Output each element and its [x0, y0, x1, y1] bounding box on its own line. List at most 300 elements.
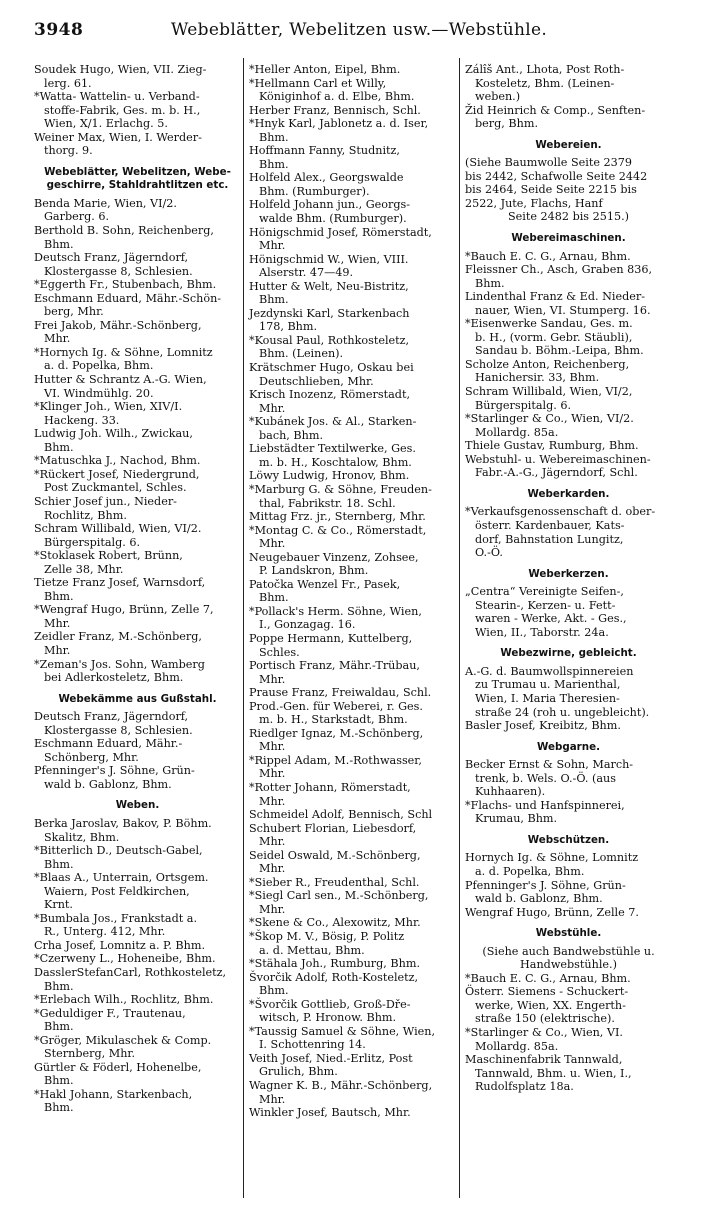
entry-continuation: wald b. Gablonz, Bhm. — [475, 892, 603, 906]
entry-line: *Eisenwerke Sandau, Ges. m. — [465, 317, 633, 331]
directory-entry — [249, 551, 456, 578]
entry-line: Schubert Florian, Liebesdorf, — [249, 821, 417, 835]
entry-continuation: Stearin-, Kerzen- u. Fett- — [475, 598, 616, 612]
entry-line: Winkler Josef, Bautsch, Mhr. — [249, 1106, 411, 1120]
entry-line: Krätschmer Hugo, Oskau bei — [249, 361, 414, 375]
entry-continuation: wald b. Gablonz, Bhm. — [44, 777, 172, 791]
section-heading — [465, 488, 672, 502]
entry-continuation: Mhr. — [259, 740, 286, 754]
directory-entry — [34, 993, 241, 1007]
directory-entry — [249, 442, 456, 469]
entry-line: Hönigschmid W., Wien, VIII. — [249, 252, 409, 266]
entry-continuation: Mhr. — [259, 767, 286, 781]
entry-line: Soudek Hugo, Wien, VII. Zieg- — [34, 63, 207, 76]
entry-line: *Hnyk Karl, Jablonetz a. d. Iser, — [249, 117, 429, 131]
entry-line: *Blaas A., Unterrain, Ortsgem. — [34, 871, 209, 885]
directory-entry — [249, 253, 456, 280]
entry-continuation: walde Bhm. (Rumburger). — [259, 212, 407, 226]
entry-line: *Flachs- und Hanfspinnerei, — [465, 798, 625, 812]
directory-entry — [34, 495, 241, 522]
entry-continuation: stoffe-Fabrik, Ges. m. b. H., — [44, 103, 201, 117]
directory-entry — [249, 849, 456, 876]
directory-entry — [249, 117, 456, 144]
entry-line: *Geduldiger F., Trautenau, — [34, 1006, 186, 1020]
directory-entry — [465, 758, 672, 799]
entry-line: Maschinenfabrik Tannwald, — [465, 1053, 623, 1067]
directory-entry — [34, 1088, 241, 1115]
entry-line: DasslerStefanCarl, Rothkosteletz, — [34, 966, 227, 979]
entry-line: Veith Josef, Nied.-Erlitz, Post — [249, 1051, 413, 1065]
entry-line: *Siegl Carl sen., M.-Schönberg, — [249, 889, 429, 903]
directory-entry — [249, 104, 456, 118]
entry-line: Becker Ernst & Sohn, March- — [465, 758, 634, 772]
entry-line: Portisch Franz, Mähr.-Trübau, — [249, 659, 420, 673]
column-rule — [459, 58, 460, 1198]
entry-line: Deutsch Franz, Jägerndorf, — [34, 251, 189, 265]
entry-continuation: a. d. Popelka, Bhm. — [475, 864, 585, 878]
directory-entry — [249, 1052, 456, 1079]
directory-entry — [465, 906, 672, 920]
entry-line: *Gröger, Mikulaschek & Comp. — [34, 1033, 212, 1047]
entry-line: *Verkaufsgenossenschaft d. ober- — [465, 505, 656, 519]
entry-continuation: Wien, II., Taborstr. 24a. — [475, 625, 609, 639]
cross-reference-note — [465, 156, 672, 224]
entry-continuation: trenk, b. Wels. O.-Ö. (aus — [475, 771, 616, 785]
directory-entry — [465, 1053, 672, 1094]
note-line: Seite 2482 bis 2515.) — [508, 210, 629, 224]
entry-continuation: Bhm. — [44, 1074, 74, 1088]
entry-line: Fleissner Ch., Asch, Graben 836, — [465, 263, 652, 277]
entry-line: Deutsch Franz, Jägerndorf, — [34, 710, 189, 724]
directory-entry — [249, 605, 456, 632]
directory-entry — [34, 197, 241, 224]
directory-entry — [465, 250, 672, 264]
entry-continuation: lerg. 61. — [44, 76, 92, 90]
entry-line: *Hellmann Carl et Willy, — [249, 76, 387, 90]
directory-entry — [465, 439, 672, 453]
directory-entry — [465, 412, 672, 439]
entry-line: Krisch Inozenz, Römerstadt, — [249, 388, 410, 402]
entry-line: Hoffmann Fanny, Studnitz, — [249, 144, 400, 158]
entry-line: *Bumbala Jos., Frankstadt a. — [34, 911, 198, 925]
entry-line: Wengraf Hugo, Brünn, Zelle 7. — [465, 905, 639, 919]
entry-line: Thiele Gustav, Rumburg, Bhm. — [465, 439, 639, 453]
entry-line: *Stoklasek Robert, Brünn, — [34, 549, 183, 563]
entry-line: Zálîš Ant., Lhota, Post Roth- — [465, 63, 625, 76]
entry-continuation: Bhm. — [259, 293, 289, 307]
directory-entry — [465, 290, 672, 317]
entry-line: *Hakl Johann, Starkenbach, — [34, 1087, 193, 1101]
entry-continuation: Bhm. — [44, 237, 74, 251]
entry-continuation: Bhm. — [44, 857, 74, 871]
directory-entry — [249, 1025, 456, 1052]
entry-line: Österr. Siemens - Schuckert- — [465, 985, 629, 999]
entry-line: Berthold B. Sohn, Reichenberg, — [34, 224, 214, 238]
entry-continuation: thorg. 9. — [44, 144, 93, 158]
entry-line: *Stähala Joh., Rumburg, Bhm. — [249, 957, 421, 971]
directory-entry — [249, 808, 456, 822]
entry-continuation: Bhm. — [475, 276, 505, 290]
note-line: (Siehe Baumwolle Seite 2379 — [465, 156, 632, 170]
entry-continuation: Mhr. — [259, 902, 286, 916]
directory-entry — [34, 319, 241, 346]
entry-continuation: b. H., (vorm. Gebr. Stäubli), — [475, 330, 633, 344]
entry-continuation: Bürgerspitalg. 6. — [475, 398, 572, 412]
entry-continuation: bei Adlerkosteletz, Bhm. — [44, 671, 184, 685]
directory-entry — [465, 879, 672, 906]
directory-entry — [465, 585, 672, 639]
directory-entry — [249, 930, 456, 957]
entry-line: Berka Jaroslav, Bakov, P. Böhm. — [34, 816, 212, 830]
entry-line: Hutter & Schrantz A.-G. Wien, — [34, 373, 207, 387]
page-title: Webeblätter, Webelitzen usw.—Webstühle. — [170, 20, 548, 40]
cross-reference-note — [465, 945, 672, 972]
entry-line: Švorčik Adolf, Roth-Kosteletz, — [249, 970, 419, 984]
entry-continuation: Garberg. 6. — [44, 210, 110, 224]
entry-continuation: weben.) — [475, 90, 521, 104]
entry-line: Hornych Ig. & Söhne, Lomnitz — [465, 851, 639, 865]
entry-continuation: I. Schottenring 14. — [259, 1038, 366, 1052]
entry-continuation: Alserstr. 47—49. — [259, 266, 354, 280]
directory-entry — [249, 144, 456, 171]
entry-continuation: Schönberg, Mhr. — [44, 750, 139, 764]
entry-line: Scholze Anton, Reichenberg, — [465, 357, 630, 371]
entry-continuation: Klostergasse 8, Schlesien. — [44, 723, 193, 737]
entry-continuation: Mhr. — [259, 862, 286, 876]
note-line: 2522, Jute, Flachs, Hanf — [465, 196, 603, 210]
entry-line: *Marburg G. & Söhne, Freuden- — [249, 482, 432, 496]
section-heading — [465, 568, 672, 582]
section-heading-line: Weberkarden. — [527, 487, 610, 500]
entry-continuation: bach, Bhm. — [259, 428, 324, 442]
section-heading-line: Webezwirne, gebleicht. — [500, 647, 637, 660]
directory-entry — [34, 764, 241, 791]
directory-entry — [34, 278, 241, 292]
entry-line: Lindenthal Franz & Ed. Nieder- — [465, 290, 645, 304]
directory-entry — [249, 334, 456, 361]
entry-continuation: Wien, I. Maria Theresien- — [475, 691, 620, 705]
section-heading-line: Weben. — [115, 799, 160, 812]
entry-line: *Starlinger & Co., Wien, VI/2. — [465, 412, 634, 426]
directory-entry — [249, 361, 456, 388]
directory-entry — [249, 280, 456, 307]
entry-line: Frei Jakob, Mähr.-Schönberg, — [34, 318, 202, 332]
entry-continuation: Kosteletz, Bhm. (Leinen- — [475, 76, 615, 90]
entry-line: Schram Willibald, Wien, VI/2. — [34, 522, 202, 536]
entry-continuation: Klostergasse 8, Schlesien. — [44, 264, 193, 278]
entry-continuation: O.-Ö. — [475, 546, 503, 560]
entry-line: Gürtler & Föderl, Hohenelbe, — [34, 1060, 202, 1074]
directory-entry — [249, 1079, 456, 1106]
entry-continuation: Sternberg, Mhr. — [44, 1047, 136, 1061]
entry-line: *Rückert Josef, Niedergrund, — [34, 467, 200, 481]
entry-line: Ludwig Joh. Wilh., Zwickau, — [34, 427, 193, 441]
note-line: Handwebstühle.) — [520, 958, 617, 972]
section-heading — [465, 741, 672, 755]
entry-continuation: Krnt. — [44, 898, 73, 912]
directory-entry — [249, 171, 456, 198]
section-heading-line: Weberkerzen. — [528, 567, 609, 580]
section-heading-line: Webgarne. — [537, 740, 600, 753]
directory-entry — [34, 603, 241, 630]
directory-entry — [34, 454, 241, 468]
entry-line: Herber Franz, Bennisch, Schl. — [249, 103, 421, 117]
directory-entry — [249, 916, 456, 930]
directory-entry — [34, 522, 241, 549]
entry-continuation: Mhr. — [44, 616, 71, 630]
directory-entry — [249, 415, 456, 442]
entry-line: *Wengraf Hugo, Brünn, Zelle 7, — [34, 603, 214, 617]
entry-continuation: Bhm. — [259, 591, 289, 605]
directory-entry — [249, 388, 456, 415]
entry-continuation: witsch, P. Hronow. Bhm. — [259, 1011, 397, 1025]
entry-line: Patočka Wenzel Fr., Pasek, — [249, 577, 401, 591]
entry-continuation: Rochlitz, Bhm. — [44, 508, 127, 522]
directory-entry — [249, 754, 456, 781]
directory-entry — [465, 1026, 672, 1053]
directory-entry — [249, 510, 456, 524]
entry-line: Prause Franz, Freiwaldau, Schl. — [249, 686, 432, 700]
column-left — [34, 63, 241, 1115]
entry-continuation: Bhm. — [44, 440, 74, 454]
entry-continuation: m. b. H., Starkstadt, Bhm. — [259, 713, 408, 727]
entry-continuation: nauer, Wien, VI. Stumperg. 16. — [475, 303, 651, 317]
entry-continuation: Mhr. — [44, 332, 71, 346]
page-number: 3948 — [34, 20, 84, 40]
section-heading — [465, 232, 672, 246]
entry-continuation: Mollardg. 85a. — [475, 1039, 559, 1053]
entry-continuation: Wien, X/1. Erlachg. 5. — [44, 117, 168, 131]
directory-entry — [465, 104, 672, 131]
directory-entry — [465, 972, 672, 986]
entry-continuation: Mollardg. 85a. — [475, 425, 559, 439]
section-heading-line: Webereimaschinen. — [511, 232, 626, 245]
directory-entry — [34, 373, 241, 400]
directory-entry — [465, 263, 672, 290]
entry-continuation: Mhr. — [259, 835, 286, 849]
directory-entry — [465, 719, 672, 733]
entry-line: Poppe Hermann, Kuttelberg, — [249, 631, 413, 645]
section-heading — [465, 139, 672, 153]
entry-continuation: Bhm. — [259, 130, 289, 144]
entry-continuation: dorf, Bahnstation Lungitz, — [475, 532, 624, 546]
entry-continuation: Königinhof a. d. Elbe, Bhm. — [259, 90, 415, 104]
entry-line: *Heller Anton, Eipel, Bhm. — [249, 63, 401, 76]
section-heading-line: Webschützen. — [527, 833, 610, 846]
entry-continuation: Bhm. — [44, 979, 74, 993]
section-heading — [465, 647, 672, 661]
entry-line: *Erlebach Wilh., Rochlitz, Bhm. — [34, 993, 214, 1007]
entry-continuation: Hackeng. 33. — [44, 413, 120, 427]
directory-entry — [34, 468, 241, 495]
entry-line: Wagner K. B., Mähr.-Schönberg, — [249, 1079, 433, 1093]
directory-entry — [465, 985, 672, 1026]
entry-line: *Klinger Joh., Wien, XIV/I. — [34, 400, 183, 414]
entry-line: Zeidler Franz, M.-Schönberg, — [34, 630, 202, 644]
directory-entry — [465, 799, 672, 826]
entry-continuation: Bhm. — [259, 984, 289, 998]
entry-continuation: Krumau, Bhm. — [475, 812, 558, 826]
entry-continuation: werke, Wien, XX. Engerth- — [475, 998, 626, 1012]
section-heading-line: Webstühle. — [535, 927, 602, 940]
section-heading-line: geschirre, Stahldrahtlitzen etc. — [46, 179, 229, 192]
entry-continuation: Rudolfsplatz 18a. — [475, 1080, 574, 1094]
entry-continuation: Mhr. — [259, 239, 286, 253]
entry-line: Hutter & Welt, Neu-Bistritz, — [249, 279, 409, 293]
directory-entry — [249, 971, 456, 998]
entry-line: *Rotter Johann, Römerstadt, — [249, 780, 411, 794]
directory-entry — [34, 292, 241, 319]
entry-continuation: a. d. Popelka, Bhm. — [44, 359, 154, 373]
directory-entry — [34, 658, 241, 685]
entry-continuation: berg, Mhr. — [44, 305, 104, 319]
entry-continuation: waren - Werke, Akt. - Ges., — [475, 612, 627, 626]
directory-entry — [249, 686, 456, 700]
entry-line: A.-G. d. Baumwollspinnereien — [465, 664, 634, 678]
entry-line: *Zeman's Jos. Sohn, Wamberg — [34, 657, 205, 671]
directory-entry — [34, 1034, 241, 1061]
entry-line: *Taussig Samuel & Söhne, Wien, — [249, 1024, 436, 1038]
entry-continuation: VI. Windmühlg. 20. — [44, 386, 154, 400]
note-line: (Siehe auch Bandwebstühle u. — [482, 944, 655, 958]
entry-line: Schmeidel Adolf, Bennisch, Schl — [249, 808, 433, 822]
directory-entry — [249, 469, 456, 483]
entry-line: Schram Willibald, Wien, VI/2, — [465, 385, 633, 399]
entry-line: Eschmann Eduard, Mähr.- — [34, 737, 183, 751]
directory-entry — [249, 876, 456, 890]
directory-entry — [34, 427, 241, 454]
entry-line: *Pollack's Herm. Söhne, Wien, — [249, 604, 422, 618]
entry-continuation: Bhm. — [44, 1020, 74, 1034]
entry-line: Pfenninger's J. Söhne, Grün- — [34, 764, 195, 778]
entry-continuation: Waiern, Post Feldkirchen, — [44, 884, 190, 898]
entry-line: *Bauch E. C. G., Arnau, Bhm. — [465, 971, 631, 985]
note-line: bis 2442, Schafwolle Seite 2442 — [465, 169, 648, 183]
directory-entry — [34, 630, 241, 657]
entry-line: *Czerweny L., Hoheneibe, Bhm. — [34, 952, 216, 966]
directory-entry — [34, 90, 241, 131]
entry-continuation: Mhr. — [259, 794, 286, 808]
page-header — [34, 18, 684, 48]
directory-entry — [34, 966, 241, 993]
entry-continuation: P. Landskron, Bhm. — [259, 564, 369, 578]
entry-line: Žid Heinrich & Comp., Senften- — [465, 103, 646, 117]
directory-entry — [465, 665, 672, 719]
directory-entry — [249, 307, 456, 334]
entry-line: Holfeld Alex., Georgswalde — [249, 171, 404, 185]
column-rule — [243, 58, 244, 1198]
directory-entry — [249, 226, 456, 253]
entry-continuation: Deutschlieben, Mhr. — [259, 374, 374, 388]
directory-entry — [34, 912, 241, 939]
directory-entry — [249, 1106, 456, 1120]
entry-continuation: Bhm. (Leinen). — [259, 347, 344, 361]
directory-entry — [34, 346, 241, 373]
entry-line: Holfeld Johann jun., Georgs- — [249, 198, 411, 212]
directory-entry — [249, 632, 456, 659]
entry-line: *Hornych Ig. & Söhne, Lomnitz — [34, 345, 213, 359]
directory-entry — [34, 1061, 241, 1088]
entry-continuation: 178, Bhm. — [259, 320, 318, 334]
entry-continuation: a. d. Mettau, Bhm. — [259, 943, 365, 957]
entry-line: *Kousal Paul, Rothkosteletz, — [249, 333, 410, 347]
entry-continuation: thal, Fabrikstr. 18. Schl. — [259, 496, 396, 510]
directory-entry — [249, 889, 456, 916]
entry-line: *Rippel Adam, M.-Rothwasser, — [249, 753, 422, 767]
entry-line: *Matuschka J., Nachod, Bhm. — [34, 454, 201, 468]
entry-continuation: Bhm. — [44, 1101, 74, 1115]
entry-continuation: Bhm. (Rumburger). — [259, 184, 370, 198]
entry-line: Benda Marie, Wien, VI/2. — [34, 196, 177, 210]
entry-line: Basler Josef, Kreibitz, Bhm. — [465, 719, 621, 733]
directory-entry — [249, 198, 456, 225]
directory-entry — [34, 251, 241, 278]
entry-line: Seidel Oswald, M.-Schönberg, — [249, 848, 421, 862]
entry-line: „Centra“ Vereinigte Seifen-, — [465, 585, 624, 599]
directory-entry — [34, 844, 241, 871]
entry-continuation: I., Gonzagag. 16. — [259, 618, 356, 632]
entry-continuation: Bhm. — [44, 589, 74, 603]
entry-continuation: Tannwald, Bhm. u. Wien, I., — [475, 1066, 632, 1080]
entry-continuation: Skalitz, Bhm. — [44, 830, 120, 844]
entry-line: *Sieber R., Freudenthal, Schl. — [249, 875, 420, 889]
entry-continuation: straße 24 (roh u. ungebleicht). — [475, 705, 650, 719]
section-heading-line: Webeblätter, Webelitzen, Webe- — [44, 165, 231, 178]
entry-continuation: Zelle 38, Mhr. — [44, 562, 124, 576]
directory-entry — [249, 63, 456, 77]
entry-line: *Eggerth Fr., Stubenbach, Bhm. — [34, 278, 217, 292]
entry-line: *Škop M. V., Bösig, P. Politz — [249, 930, 405, 943]
entry-line: *Montag C. & Co., Römerstadt, — [249, 523, 427, 537]
entry-line: Weiner Max, Wien, I. Werder- — [34, 130, 202, 144]
entry-continuation: Grulich, Bhm. — [259, 1065, 338, 1079]
directory-entry — [34, 939, 241, 953]
directory-entry — [249, 781, 456, 808]
directory-entry — [465, 317, 672, 358]
directory-entry — [249, 578, 456, 605]
entry-continuation: Bhm. — [259, 157, 289, 171]
entry-line: Löwy Ludwig, Hronov, Bhm. — [249, 469, 410, 483]
entry-continuation: Kuhhaaren). — [475, 785, 546, 799]
entry-line: Prod.-Gen. für Weberei, r. Ges. — [249, 699, 423, 713]
directory-entry — [249, 822, 456, 849]
note-line: bis 2464, Seide Seite 2215 bis — [465, 183, 637, 197]
entry-continuation: m. b. H., Koschtalow, Bhm. — [259, 455, 412, 469]
entry-line: Eschmann Eduard, Mähr.-Schön- — [34, 291, 222, 305]
entry-line: Hönigschmid Josef, Römerstadt, — [249, 225, 432, 239]
entry-continuation: berg, Bhm. — [475, 117, 538, 131]
directory-entry — [249, 957, 456, 971]
entry-line: Tietze Franz Josef, Warnsdorf, — [34, 576, 206, 590]
entry-continuation: straße 150 (elektrische). — [475, 1012, 615, 1026]
entry-continuation: österr. Kardenbauer, Kats- — [475, 518, 625, 532]
entry-line: *Skene & Co., Alexowitz, Mhr. — [249, 916, 421, 930]
section-heading — [465, 927, 672, 941]
entry-line: *Bauch E. C. G., Arnau, Bhm. — [465, 249, 631, 263]
section-heading — [34, 799, 241, 813]
entry-continuation: Hanichersir. 33, Bhm. — [475, 371, 600, 385]
entry-line: *Bitterlich D., Deutsch-Gabel, — [34, 844, 203, 858]
directory-entry — [465, 385, 672, 412]
entry-continuation: Mhr. — [259, 1092, 286, 1106]
entry-line: Mittag Frz. jr., Sternberg, Mhr. — [249, 510, 426, 524]
directory-entry — [249, 483, 456, 510]
directory-entry — [465, 505, 672, 559]
entry-line: Jezdynski Karl, Starkenbach — [249, 306, 410, 320]
entry-line: Pfenninger's J. Söhne, Grün- — [465, 878, 626, 892]
entry-continuation: Schles. — [259, 645, 300, 659]
directory-entry — [34, 710, 241, 737]
